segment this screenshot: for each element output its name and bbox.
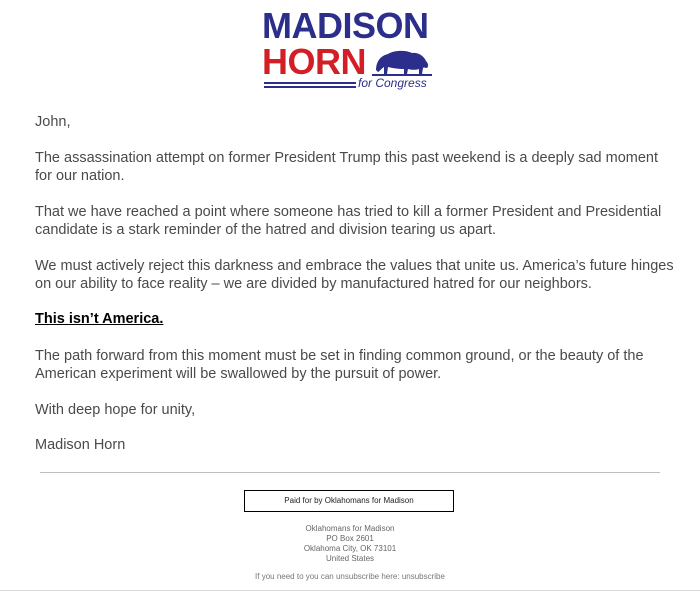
address-line-1: Oklahomans for Madison	[305, 524, 395, 533]
logo-name-first: MADISON	[262, 5, 429, 46]
paid-for-disclaimer: Paid for by Oklahomans for Madison	[244, 490, 454, 512]
bottom-border	[0, 590, 700, 591]
unsubscribe-text: If you need to you can unsubscribe here:	[255, 572, 400, 581]
logo-rule-top	[264, 82, 356, 84]
closing: With deep hope for unity,	[35, 402, 196, 418]
logo-name-last: HORN	[262, 41, 366, 82]
unsubscribe-line	[200, 572, 500, 581]
logo-rule-bottom	[264, 86, 356, 88]
unsubscribe-link[interactable]: unsubscribe	[401, 572, 445, 581]
greeting: John,	[35, 114, 71, 130]
address-line-2: PO Box 2601	[326, 534, 374, 543]
paragraph-4: The path forward from this moment must be set in finding common ground, or the beauty of the American experiment will be swallowed by the pursuit of power.	[35, 348, 644, 382]
paragraph-2: That we have reached a point where someone has tried to kill a former President and Presidential candidate is a stark reminder of the hatred and division tearing us apart.	[35, 204, 662, 238]
emphasis-line: This isn’t America.	[35, 311, 164, 327]
paragraph-1: The assassination attempt on former President Trump this past weekend is a deeply sad moment for our nation.	[35, 150, 659, 184]
logo-tagline: for Congress	[358, 76, 427, 90]
signature: Madison Horn	[35, 437, 126, 453]
address-line-3: Oklahoma City, OK 73101	[303, 544, 397, 553]
footer-divider	[40, 472, 660, 473]
campaign-logo	[262, 5, 442, 92]
bison-icon	[372, 44, 432, 78]
address-line-4: United States	[325, 554, 375, 563]
paragraph-3: We must actively reject this darkness and embrace the values that unite us. America’s future hinges on our ability to face reality – we are divided by manufactured hatred for our neighbors.	[35, 258, 674, 292]
